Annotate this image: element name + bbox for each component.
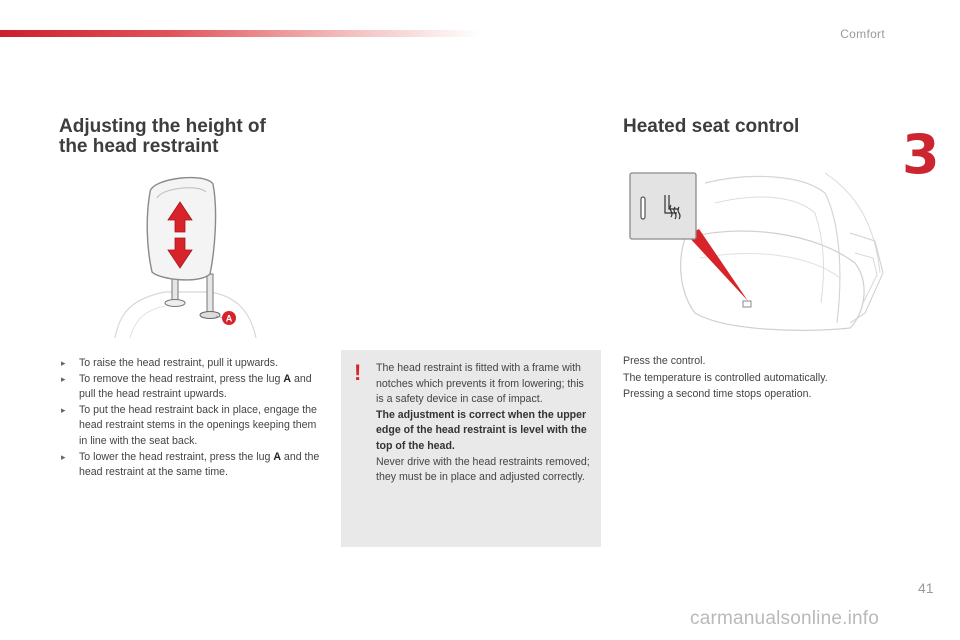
heated-seat-line: Press the control. <box>623 355 706 367</box>
head-restraint-illustration <box>110 170 260 340</box>
page-number: 41 <box>918 580 934 596</box>
step-text: To put the head restraint back in place, engage the head restraint stems in the openings keeping them in line with the seat back. <box>79 403 317 447</box>
pointer-icon <box>687 229 748 301</box>
chapter-number: 3 <box>902 123 940 186</box>
bullet-icon: ▸ <box>61 358 66 368</box>
section-name: Comfort <box>840 27 885 41</box>
head-restraint-heading-line2: the head restraint <box>59 136 219 157</box>
watermark: carmanualsonline.info <box>690 608 880 629</box>
warning-icon: ! <box>354 360 362 385</box>
bullet-icon: ▸ <box>61 373 66 384</box>
warning-paragraph: Never drive with the head restraints removed; they must be in place and adjusted correctly. <box>376 455 590 484</box>
warning-emphasis: The adjustment is correct when the upper edge of the head restraint is level with the top of the head. <box>376 408 587 452</box>
warning-box <box>341 350 601 547</box>
lug-reference: A <box>283 372 291 385</box>
step-text: To lower the head restraint, press the lug <box>79 450 274 463</box>
step-item <box>61 372 323 403</box>
heated-seat-line: Pressing a second time stops operation. <box>623 388 812 400</box>
step-item <box>61 356 323 372</box>
step-text: To remove the head restraint, press the lug <box>79 372 284 385</box>
step-text: and pull the head restraint upwards. <box>79 372 312 401</box>
step-item <box>61 450 323 481</box>
warning-paragraph: The head restraint is fitted with a frame with notches which prevents it from lowering; this is a safety device in case of impact. <box>376 362 584 406</box>
heated-seat-text <box>623 353 913 403</box>
step-text: To raise the head restraint, pull it upwards. <box>79 357 279 369</box>
heated-seat-heading: Heated seat control <box>623 116 800 137</box>
head-restraint-heading-line1: Adjusting the height of <box>59 116 266 137</box>
bullet-icon: ▸ <box>61 404 66 415</box>
lug-marker-label: A <box>225 313 233 324</box>
heated-seat-illustration <box>625 163 895 343</box>
warning-text <box>376 361 594 486</box>
heated-seat-line: The temperature is controlled automatically. <box>623 371 828 384</box>
bullet-icon: ▸ <box>61 451 66 462</box>
heated-seat-control-inset <box>630 173 696 239</box>
head-restraint-steps <box>61 356 323 481</box>
step-text: and the head restraint at the same time. <box>79 450 320 479</box>
head-restraint-heading <box>59 117 319 157</box>
lug-reference: A <box>273 450 281 463</box>
step-item <box>61 403 323 450</box>
header-accent-bar <box>0 30 480 37</box>
